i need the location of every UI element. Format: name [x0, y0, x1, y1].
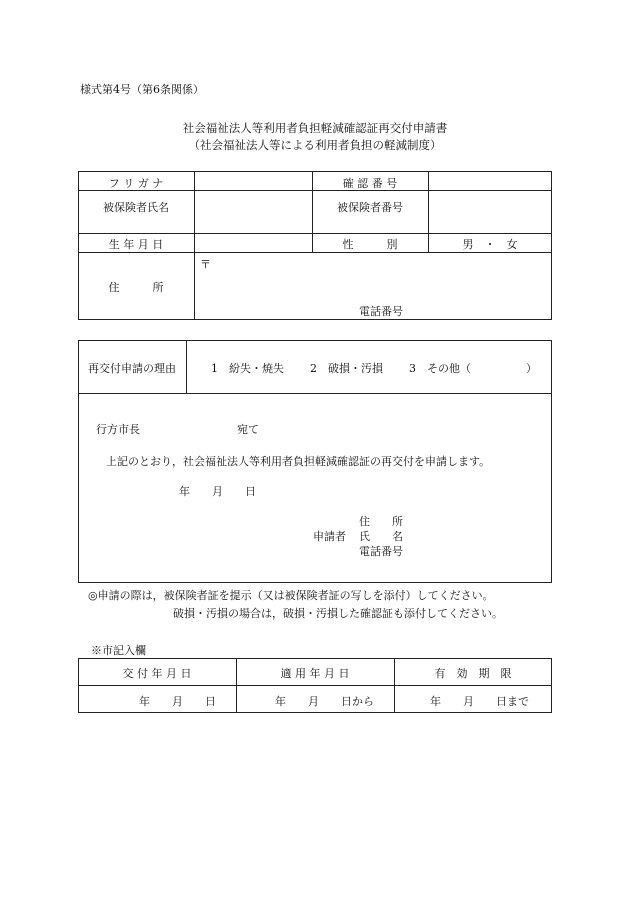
postal-mark: 〒 [200, 258, 211, 271]
issue-date-value: 年 月 日 [139, 695, 216, 708]
expiry-date-header: 有 効 期 限 [434, 667, 512, 680]
reason-option-other[interactable]: 3 その他（ [409, 362, 471, 375]
page-subtitle: （社会福祉法人等による利用者負担の軽減制度） [188, 138, 442, 152]
office-use-label: ※市記入欄 [91, 644, 146, 657]
expiry-date-value: 年 月 日まで [430, 695, 529, 708]
application-statement: 上記のとおり，社会福祉法人等利用者負担軽減確認証の再交付を申請します。 [106, 455, 491, 468]
insured-name-label: 被保険者氏名 [103, 201, 169, 214]
reason-other-close: ） [526, 362, 537, 375]
application-date[interactable]: 年 月 日 [179, 485, 256, 498]
issue-date-header: 交 付 年 月 日 [122, 667, 192, 680]
applicant-label: 申請者 [313, 530, 346, 543]
reason-option-lost[interactable]: 1 紛失・焼失 [211, 362, 284, 375]
note-damaged-card: 破損・汚損の場合は，破損・汚損した確認証も添付してください。 [173, 607, 503, 620]
insured-name-field[interactable] [196, 192, 310, 231]
mayor-name: 行方市長 [96, 423, 140, 436]
reason-option-damaged[interactable]: 2 破損・汚損 [310, 362, 383, 375]
birth-date-field[interactable] [196, 235, 310, 250]
furigana-label: フ リ ガ ナ [108, 177, 164, 190]
phone-label: 電話番号 [359, 305, 403, 318]
confirmation-number-label: 確 認 番 号 [342, 177, 398, 190]
furigana-field[interactable] [196, 173, 310, 188]
birth-date-label: 生 年 月 日 [108, 238, 164, 251]
form-number: 様式第4号（第6条関係） [80, 83, 204, 96]
page-title: 社会福祉法人等利用者負担軽減確認証再交付申請書 [182, 121, 448, 135]
applicant-address-label: 住 所 [359, 515, 403, 528]
reason-label: 再交付申請の理由 [88, 362, 176, 375]
effective-date-value: 年 月 日から [275, 695, 374, 708]
effective-date-header: 適 用 年 月 日 [280, 667, 350, 680]
sex-label: 性 別 [342, 238, 398, 251]
confirmation-number-field[interactable] [430, 173, 550, 188]
addressee-suffix: 宛て [237, 423, 259, 436]
reason-other-field[interactable] [475, 358, 525, 373]
insured-number-field[interactable] [430, 192, 550, 231]
address-label: 住 所 [108, 281, 164, 294]
applicant-name-label: 氏 名 [359, 530, 403, 543]
insured-number-label: 被保険者番号 [337, 201, 403, 214]
sex-selector[interactable]: 男 ・ 女 [462, 238, 518, 251]
note-present-card: ◎申請の際は，被保険者証を提示（又は被保険者証の写しを添付）してください。 [88, 589, 494, 602]
applicant-phone-label: 電話番号 [359, 545, 403, 558]
